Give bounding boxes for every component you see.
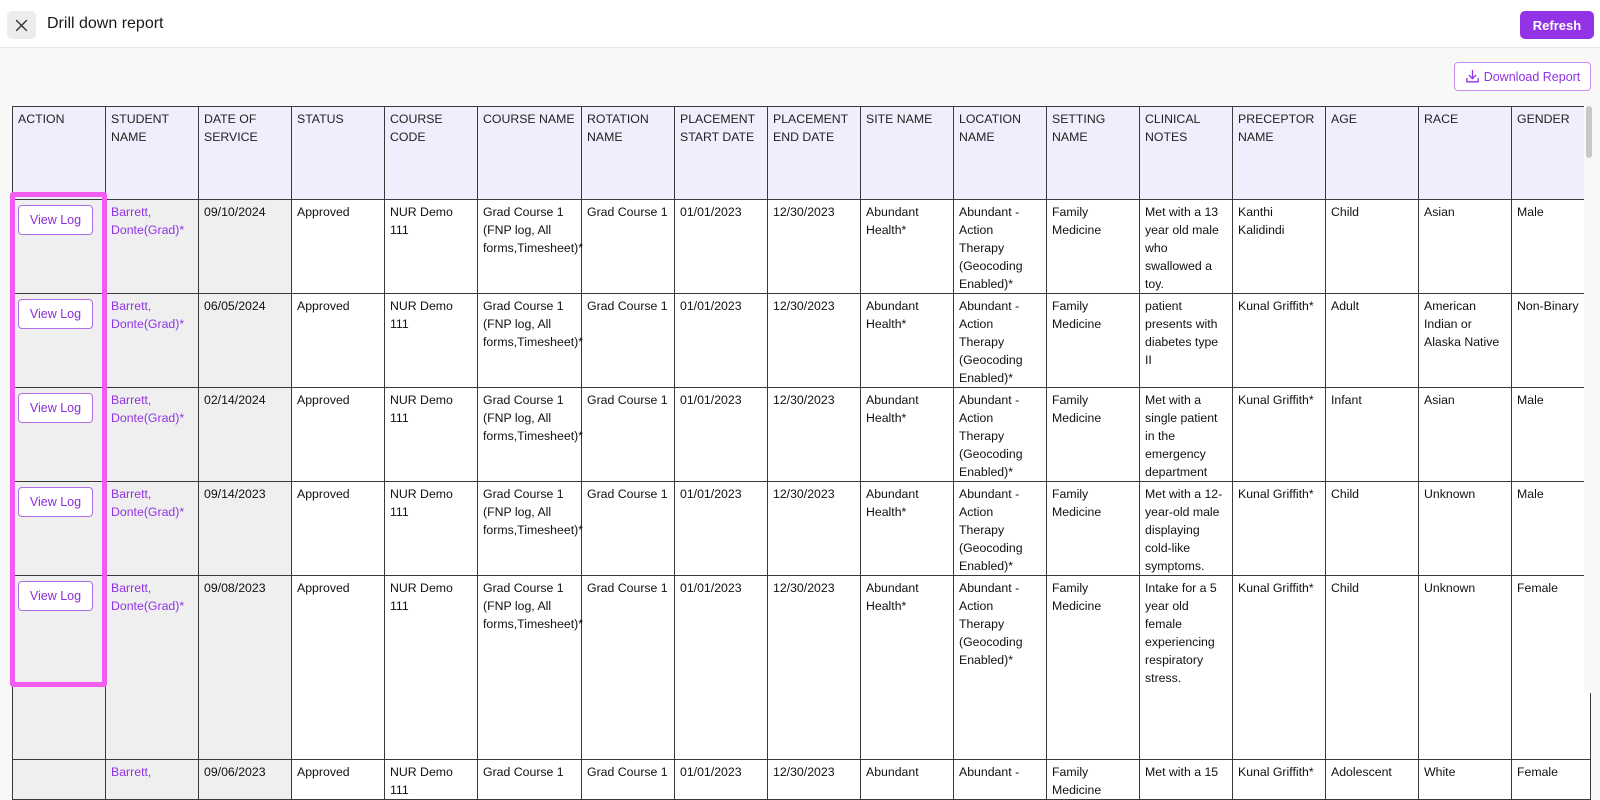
clinical-notes-cell: Met with a single patient in the emergency department [1140,388,1233,482]
status-cell: Approved [292,388,385,482]
course-code-cell: NUR Demo 111 [385,200,478,294]
download-report-label: Download Report [1483,69,1581,84]
student-name-cell[interactable]: Barrett, Donte(Grad)* [106,388,199,482]
setting-name-cell: Family Medicine [1047,200,1140,294]
student-name-cell[interactable]: Barrett, Donte(Grad)* [106,576,199,760]
column-header-clinical-notes: CLINICAL NOTES [1140,107,1233,200]
table-row [13,388,1591,482]
date-of-service-cell: 09/14/2023 [199,482,292,576]
vertical-scrollbar-track[interactable] [1584,106,1600,693]
column-header-rotation-name: ROTATION NAME [582,107,675,200]
location-name-cell: Abundant - Action Therapy (Geocoding Enabled)* [954,388,1047,482]
view-log-button[interactable]: View Log [18,581,93,611]
location-name-cell: Abundant - Action Therapy (Geocoding Enabled)* [954,482,1047,576]
preceptor-name-cell: Kunal Griffith* [1233,294,1326,388]
race-cell: Unknown [1419,576,1512,760]
placement-start-cell: 01/01/2023 [675,482,768,576]
table-row [13,294,1591,388]
view-log-button[interactable]: View Log [18,393,93,423]
page-title: Drill down report [47,15,164,32]
clinical-notes-cell: Intake for a 5 year old female experiencing respiratory stress. [1140,576,1233,760]
rotation-name-cell: Grad Course 1 [582,482,675,576]
student-name-cell[interactable]: Barrett, Donte(Grad)* [106,294,199,388]
clinical-notes-cell: patient presents with diabetes type II [1140,294,1233,388]
course-code-cell: NUR Demo 111 [385,388,478,482]
preceptor-name-cell: Kunal Griffith* [1233,388,1326,482]
course-code-cell: NUR Demo 111 [385,576,478,760]
placement-start-cell: 01/01/2023 [675,760,768,800]
age-cell: Adolescent [1326,760,1419,800]
status-cell: Approved [292,294,385,388]
download-report-button[interactable] [1454,62,1591,91]
column-header-site-name: SITE NAME [861,107,954,200]
site-name-cell: Abundant Health* [861,388,954,482]
race-cell: Unknown [1419,482,1512,576]
placement-start-cell: 01/01/2023 [675,388,768,482]
race-cell: Asian [1419,388,1512,482]
placement-end-cell: 12/30/2023 [768,294,861,388]
table-header-row [13,107,1591,200]
status-cell: Approved [292,576,385,760]
student-name-cell[interactable]: Barrett, Donte(Grad)* [106,482,199,576]
placement-end-cell: 12/30/2023 [768,760,861,800]
refresh-button[interactable]: Refresh [1520,11,1594,39]
rotation-name-cell: Grad Course 1 [582,200,675,294]
action-cell [13,200,106,294]
column-header-student-name: STUDENT NAME [106,107,199,200]
status-cell: Approved [292,482,385,576]
view-log-button[interactable]: View Log [18,299,93,329]
placement-start-cell: 01/01/2023 [675,576,768,760]
student-name-cell[interactable]: Barrett, Donte(Grad)* [106,200,199,294]
placement-end-cell: 12/30/2023 [768,388,861,482]
view-log-button[interactable]: View Log [18,205,93,235]
site-name-cell: Abundant Health* [861,200,954,294]
location-name-cell: Abundant - Action Therapy (Geocoding Enabled)* [954,294,1047,388]
gender-cell: Male [1512,482,1591,576]
column-header-gender: GENDER [1512,107,1591,200]
student-name-cell[interactable]: Barrett, [106,760,199,800]
preceptor-name-cell: Kanthi Kalidindi [1233,200,1326,294]
column-header-preceptor-name: PRECEPTOR NAME [1233,107,1326,200]
age-cell: Adult [1326,294,1419,388]
date-of-service-cell: 06/05/2024 [199,294,292,388]
gender-cell: Male [1512,388,1591,482]
date-of-service-cell: 09/10/2024 [199,200,292,294]
rotation-name-cell: Grad Course 1 [582,294,675,388]
setting-name-cell: Family Medicine [1047,294,1140,388]
gender-cell: Female [1512,760,1591,800]
site-name-cell: Abundant Health* [861,294,954,388]
race-cell: American Indian or Alaska Native [1419,294,1512,388]
site-name-cell: Abundant Health* [861,576,954,760]
setting-name-cell: Family Medicine [1047,388,1140,482]
date-of-service-cell: 09/08/2023 [199,576,292,760]
column-header-action: ACTION [13,107,106,200]
location-name-cell: Abundant - Action Therapy (Geocoding Enabled)* [954,200,1047,294]
course-code-cell: NUR Demo 111 [385,482,478,576]
age-cell: Child [1326,482,1419,576]
action-cell [13,482,106,576]
race-cell: White [1419,760,1512,800]
action-cell [13,576,106,760]
gender-cell: Female [1512,576,1591,760]
report-table-container[interactable] [12,106,1584,797]
preceptor-name-cell: Kunal Griffith* [1233,576,1326,760]
gender-cell: Male [1512,200,1591,294]
column-header-setting-name: SETTING NAME [1047,107,1140,200]
top-bar [0,0,1600,48]
placement-start-cell: 01/01/2023 [675,294,768,388]
action-cell [13,760,106,800]
view-log-button[interactable]: View Log [18,487,93,517]
placement-end-cell: 12/30/2023 [768,482,861,576]
course-name-cell: Grad Course 1 (FNP log, All forms,Timesheet)* [478,388,582,482]
race-cell: Asian [1419,200,1512,294]
vertical-scrollbar-thumb[interactable] [1586,106,1592,158]
table-row [13,760,1591,800]
action-cell [13,388,106,482]
report-table [12,106,1591,800]
column-header-race: RACE [1419,107,1512,200]
placement-end-cell: 12/30/2023 [768,576,861,760]
date-of-service-cell: 09/06/2023 [199,760,292,800]
column-header-placement-end-date: PLACEMENT END DATE [768,107,861,200]
table-row [13,482,1591,576]
column-header-course-code: COURSE CODE [385,107,478,200]
clinical-notes-cell: Met with a 15 [1140,760,1233,800]
site-name-cell: Abundant Health* [861,482,954,576]
table-row [13,200,1591,294]
setting-name-cell: Family Medicine [1047,482,1140,576]
course-code-cell: NUR Demo 111 [385,294,478,388]
age-cell: Child [1326,576,1419,760]
course-name-cell: Grad Course 1 (FNP log, All forms,Timesheet)* [478,482,582,576]
course-code-cell: NUR Demo 111 [385,760,478,800]
column-header-placement-start-date: PLACEMENT START DATE [675,107,768,200]
age-cell: Infant [1326,388,1419,482]
course-name-cell: Grad Course 1 (FNP log, All forms,Timesheet)* [478,576,582,760]
site-name-cell: Abundant [861,760,954,800]
placement-start-cell: 01/01/2023 [675,200,768,294]
course-name-cell: Grad Course 1 (FNP log, All forms,Timesheet)* [478,294,582,388]
clinical-notes-cell: Met with a 13 year old male who swallowed a toy. [1140,200,1233,294]
table-row [13,576,1591,760]
column-header-location-name: LOCATION NAME [954,107,1047,200]
rotation-name-cell: Grad Course 1 [582,388,675,482]
status-cell: Approved [292,200,385,294]
course-name-cell: Grad Course 1 (FNP log, All forms,Timesheet)* [478,200,582,294]
location-name-cell: Abundant - Action Therapy (Geocoding Enabled)* [954,576,1047,760]
clinical-notes-cell: Met with a 12-year-old male displaying cold-like symptoms. [1140,482,1233,576]
column-header-date-of-service: DATE OF SERVICE [199,107,292,200]
age-cell: Child [1326,200,1419,294]
status-cell: Approved [292,760,385,800]
location-name-cell: Abundant - [954,760,1047,800]
column-header-age: AGE [1326,107,1419,200]
rotation-name-cell: Grad Course 1 [582,576,675,760]
date-of-service-cell: 02/14/2024 [199,388,292,482]
gender-cell: Non-Binary [1512,294,1591,388]
column-header-status: STATUS [292,107,385,200]
rotation-name-cell: Grad Course 1 [582,760,675,800]
close-button[interactable] [7,11,36,39]
preceptor-name-cell: Kunal Griffith* [1233,760,1326,800]
action-cell [13,294,106,388]
download-icon [1465,69,1480,84]
course-name-cell: Grad Course 1 [478,760,582,800]
setting-name-cell: Family Medicine [1047,760,1140,800]
setting-name-cell: Family Medicine [1047,576,1140,760]
preceptor-name-cell: Kunal Griffith* [1233,482,1326,576]
column-header-course-name: COURSE NAME [478,107,582,200]
close-icon [15,19,28,32]
placement-end-cell: 12/30/2023 [768,200,861,294]
